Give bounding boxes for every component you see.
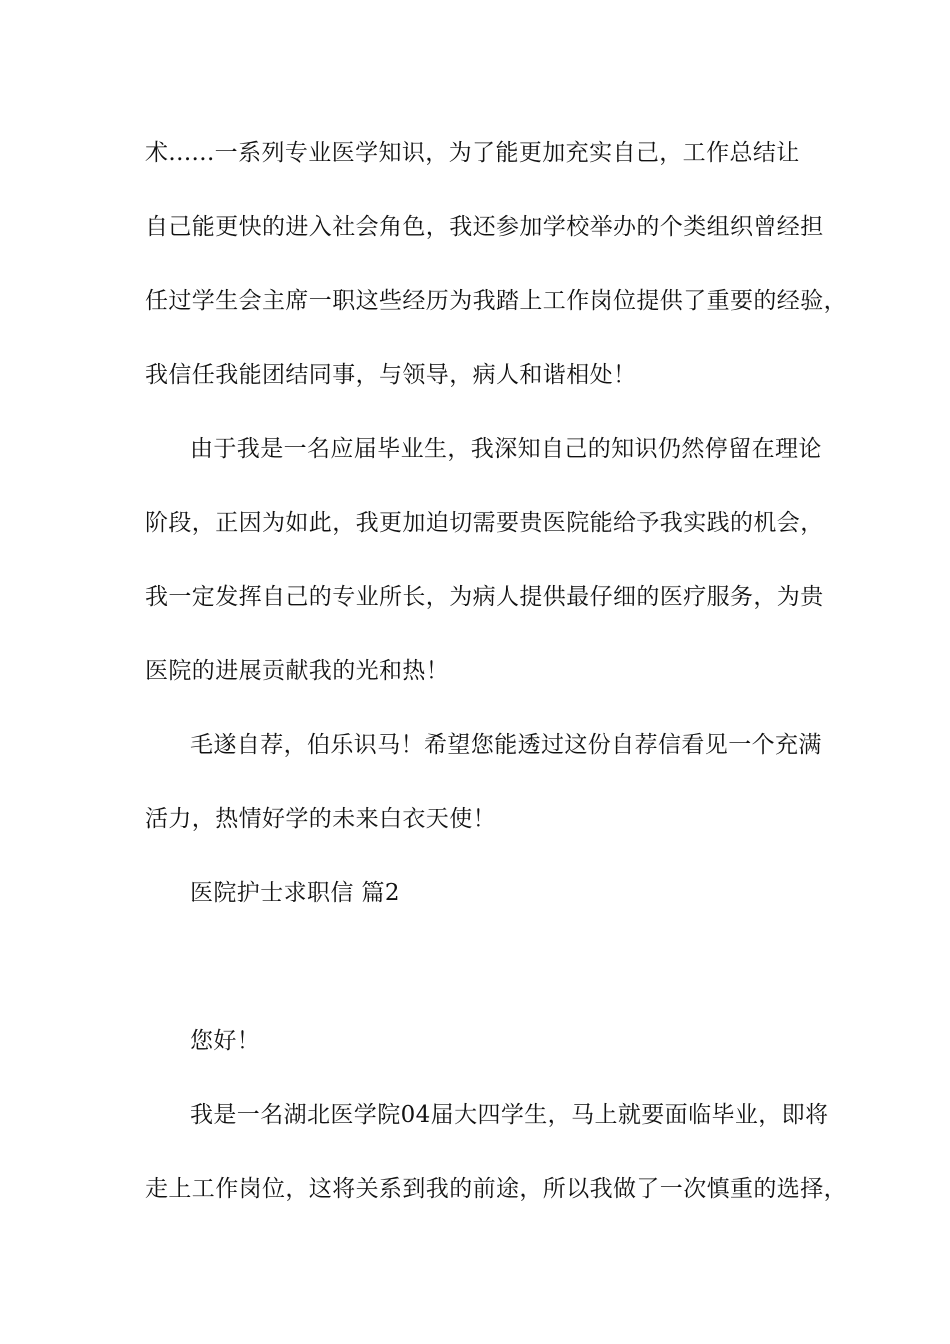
paragraph-line: 毛遂自荐，伯乐识马！希望您能透过这份自荐信看见一个充满	[190, 732, 822, 758]
paragraph-line: 自己能更快的进入社会角色，我还参加学校举办的个类组织曾经担	[145, 214, 824, 240]
paragraph-line: 术......一系列专业医学知识，为了能更加充实自己，工作总结让	[145, 140, 800, 166]
paragraph-line: 我信任我能团结同事，与领导，病人和谐相处！	[145, 362, 637, 388]
paragraph-line: 走上工作岗位，这将关系到我的前途，所以我做了一次慎重的选择，	[145, 1176, 847, 1202]
paragraph-line: 阶段，正因为如此，我更加迫切需要贵医院能给予我实践的机会，	[145, 510, 824, 536]
paragraph-line: 由于我是一名应届毕业生，我深知自己的知识仍然停留在理论	[190, 436, 822, 462]
paragraph-line: 活力，热情好学的未来白衣天使！	[145, 806, 496, 832]
paragraph-line: 我是一名湖北医学院04届大四学生，马上就要面临毕业，即将	[190, 1102, 829, 1128]
greeting: 您好！	[190, 1028, 261, 1054]
paragraph-line: 任过学生会主席一职这些经历为我踏上工作岗位提供了重要的经验，	[145, 288, 847, 314]
paragraph-line: 我一定发挥自己的专业所长，为病人提供最仔细的医疗服务，为贵	[145, 584, 824, 610]
paragraph-line: 医院的进展贡献我的光和热！	[145, 658, 450, 684]
section-heading: 医院护士求职信 篇2	[190, 880, 400, 906]
